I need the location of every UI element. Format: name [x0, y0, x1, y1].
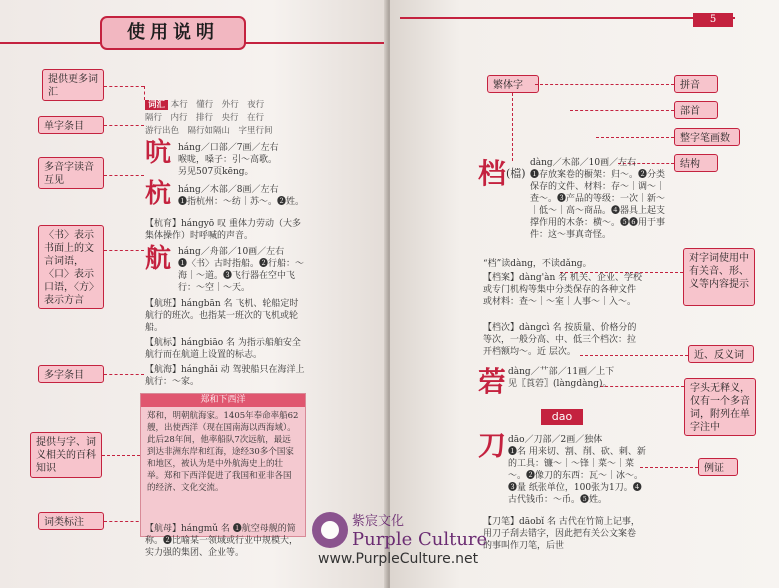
entry-head: 档	[478, 157, 507, 190]
watermark-logo-icon	[312, 512, 348, 548]
label-radical: 部首	[674, 101, 718, 119]
entry-text: 【刀笔】dāobǐ 名 古代在竹简上记事，用刀子刮去错字，因此把有关公文案卷的事叫作刀笔，后世	[483, 517, 640, 551]
panel-body: 郑和，明朝航海家。1405年奉命率船62艘，出使西洋（现在国南海以西海域）。此后28年间，他率船队7次远航，最远到达非洲东岸和红海，途经30多个国家和地区，被认为是中外航海史上的壮举。郑和下西洋促进了我国和亚非各国的经济、文化交流。	[147, 411, 299, 493]
entry-head: 航	[145, 244, 172, 274]
label-multi-entry: 多字条目	[38, 365, 104, 383]
entry-text: háng／口部／7画／左右 喉咙，嗓子：引～高歌。 另见507页kēng。	[178, 143, 279, 177]
entry-text: dàng／木部／10画／左右 ❶存放案卷的橱架：归～。❷分类保存的文件、材料：存～｜调～｜查～。❸产品的等级：一次｜新～｜低～｜高～商品。❹器具上起支撑作用的木条：横～。❺❻用于事件：这～事真奇怪。	[530, 158, 666, 240]
entry-traditional: (檔)	[506, 167, 526, 180]
leader-line	[104, 86, 144, 87]
leader-line	[144, 86, 145, 100]
leader-line	[104, 250, 144, 251]
panel-title: 郑和下西洋	[141, 394, 305, 407]
label-example: 例证	[698, 458, 738, 476]
label-classical: 〈书〉表示书面上的文言词语，〈口〉表示口语，〈方〉表示方言	[38, 225, 104, 309]
leader-line	[535, 84, 674, 85]
encyclopedia-panel	[140, 393, 306, 537]
entry-text: 【航班】hángbān 名 飞机、轮船定时航行的班次。也指某一班次的飞机或轮船。	[145, 299, 299, 333]
vocab-line: 本行 懂行 外行 夜行	[170, 100, 265, 110]
label-variant: 字头无释义，仅有一个多音词，附列在单字注中	[684, 378, 756, 436]
leader-line	[596, 137, 674, 138]
page-rule	[400, 17, 735, 19]
entry-text: 【档次】dàngcì 名 按质量、价格分的等次，一般分高、中、低三个档次：拉开档额均～。近 层次。	[483, 323, 637, 357]
leader-line	[570, 110, 674, 111]
entry-text: 【航海】hánghǎi 动 驾驶船只在海洋上航行：～家。	[145, 365, 305, 387]
leader-line	[102, 455, 140, 456]
leader-line	[104, 521, 144, 522]
vocab-tag: 词汇	[145, 100, 168, 110]
left-page	[0, 0, 388, 588]
leader-line	[512, 93, 513, 161]
watermark-url: www.PurpleCulture.net	[318, 551, 479, 567]
entry-text: 【航标】hángbiāo 名 为指示船舶安全航行而在航道上设置的标志。	[145, 338, 301, 360]
entry-text: dàng／艹部／11画／上下 见〖莨菪〗(làngdàng)。	[508, 367, 615, 389]
entry-head: 刀	[478, 429, 507, 462]
label-word-class: 词类标注	[38, 512, 104, 530]
entry-text: 【档案】dàng'àn 名 机关、企业、学校或专门机构等集中分类保存的各种文件或材料：查～｜～室｜人事～｜入～。	[483, 273, 643, 307]
entry-text: háng／木部／8画／左右 ❶指杭州：～纺｜苏～。❷姓。	[178, 185, 305, 207]
label-encyclopedia: 提供与字、词义相关的百科知识	[30, 432, 102, 478]
vocab-block	[145, 99, 285, 138]
watermark-cn: 紫宸文化	[352, 514, 405, 529]
watermark-en: Purple Culture	[352, 529, 488, 550]
label-lookup: 提供更多词汇	[42, 69, 104, 101]
leader-line	[104, 374, 144, 375]
leader-line	[104, 125, 144, 126]
label-pinyin: 拼音	[674, 75, 718, 93]
label-usage-tip: 对字词使用中有关音、形、义等内容提示	[683, 248, 755, 306]
entry-text: háng／舟部／10画／左右 ❶〈书〉古时指船。❷行船：～海｜～道。❸飞行器在空中飞行：～空｜～天。	[178, 247, 305, 293]
entry-text: 【航母】hángmǔ 名 ❶航空母舰的简称。❷比喻某一领域或行业中规模大，实力强的集团、企业等。	[145, 524, 299, 558]
vocab-line: 隔行 内行 排行 央行 在行	[145, 113, 265, 123]
label-single: 单字条目	[38, 116, 104, 134]
label-traditional: 繁体字	[487, 75, 539, 93]
entry-head: 吭	[145, 138, 172, 168]
section-header: dao	[541, 409, 583, 425]
entry-text: dāo／刀部／2画／独体 ❶名 用来切、割、削、砍、刺、新的工具：镰～｜～锋｜菜～｜菜～。❷像刀的东西：瓦～｜冰～。❸量 纸张单位，100张为1刀。❹古代钱币：～币。❺姓。	[508, 435, 646, 505]
page-number: 5	[693, 13, 733, 27]
leader-line	[104, 175, 144, 176]
vocab-line: 游行出色 隔行如隔山 字里行间	[145, 126, 273, 136]
label-structure: 结构	[674, 154, 718, 172]
entry-head: 菪	[478, 365, 507, 398]
label-multi-reading: 多音字读音互见	[38, 157, 104, 189]
entry-text: 【杭育】hángyō 叹 重体力劳动（大多集体操作）时呼喊的声音。	[145, 219, 301, 241]
page-title: 使用说明	[100, 16, 246, 50]
label-strokes: 整字笔画数	[674, 128, 740, 146]
usage-note: “档”读dàng，不读dǎng。	[483, 259, 592, 269]
label-synonym: 近、反义词	[688, 345, 754, 363]
leader-line	[640, 467, 698, 468]
entry-head: 杭	[145, 179, 172, 209]
